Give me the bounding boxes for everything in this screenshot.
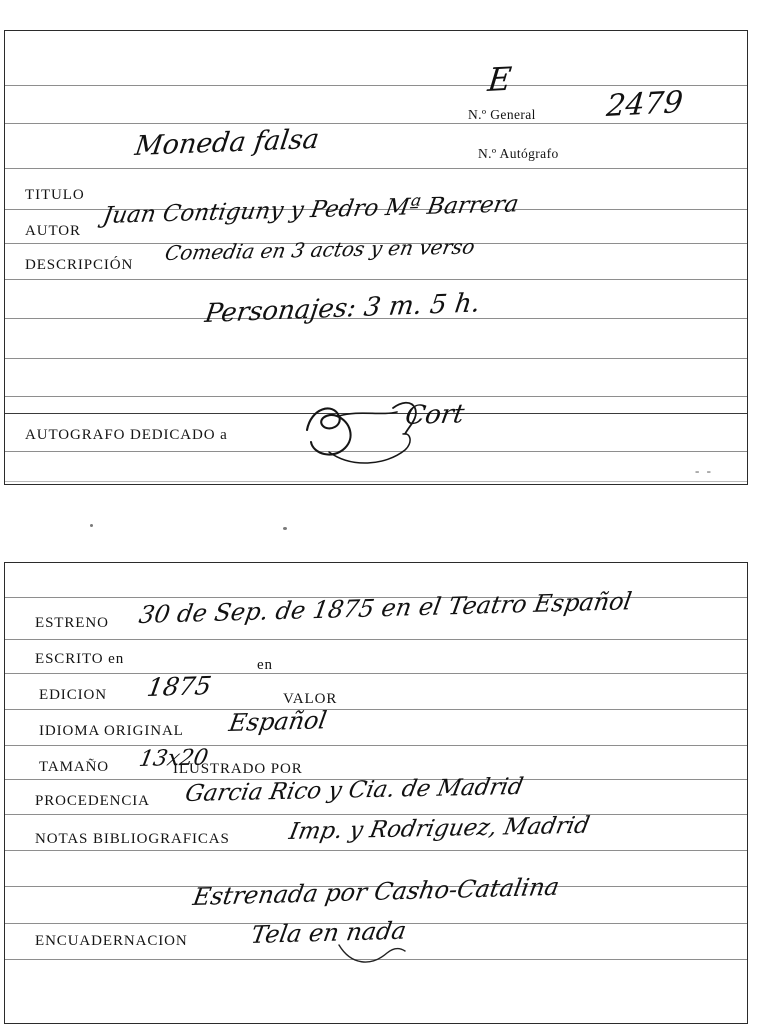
handwritten-encuadernacion-value: Tela en nada [249,916,409,949]
label-no-autografo: N.º Autógrafo [478,146,559,161]
label-idioma-original: IDIOMA ORIGINAL [39,723,184,739]
handwritten-edicion-value: 1875 [145,671,214,702]
handwritten-estreno-value: 30 de Sep. de 1875 en el Teatro Español [137,587,634,629]
handwritten-titulo-value: Moneda falsa [133,123,322,162]
rule-line [5,168,747,169]
bottom-dash-marks: - - [695,463,713,478]
catalog-card-top [4,30,748,485]
label-encuadernacion: ENCUADERNACION [35,933,188,949]
catalog-card-bottom [4,562,748,1024]
label-estreno: ESTRENO [35,615,109,631]
pen-flourish-icon [335,941,415,971]
rule-line [5,850,747,851]
label-autografo-dedicado: AUTOGRAFO DEDICADO a [25,427,228,443]
label-titulo: TITULO [25,187,85,203]
label-notas-bibliograficas: NOTAS BIBLIOGRAFICAS [35,831,230,847]
handwritten-letter-mark: E [486,59,514,99]
label-edicion: EDICION [39,687,107,703]
handwritten-no-general-value: 2479 [605,84,685,124]
signature-flourish-icon [293,386,463,471]
label-procedencia: PROCEDENCIA [35,793,150,809]
rule-line [5,814,747,815]
label-autor: AUTOR [25,223,81,239]
rule-line [5,673,747,674]
rule-line [5,123,747,124]
rule-line [5,85,747,86]
label-no-general: N.º General [468,107,536,122]
handwritten-tamano-value: 13x20 [137,745,211,772]
label-descripcion: DESCRIPCIÓN [25,257,134,273]
speck [90,524,93,527]
speck [283,527,287,530]
rule-line [5,639,747,640]
handwritten-estrenada-por: Estrenada por Casho-Catalina [191,872,562,911]
rule-line [5,358,747,359]
rule-line [5,709,747,710]
handwritten-autor-value: Juan Contiguny y Pedro Mª Barrera [101,191,521,229]
label-escrito-en: en [257,657,273,673]
label-escrito: ESCRITO en [35,651,125,667]
label-ilustrado-por: ILUSTRADO POR [173,761,303,777]
rule-line [5,481,747,482]
handwritten-personajes: Personajes: 3 m. 5 h. [203,288,482,329]
handwritten-descripcion-value: Comedia en 3 actos y en verso [163,234,477,265]
rule-line [5,745,747,746]
rule-line [5,279,747,280]
handwritten-procedencia-value: Garcia Rico y Cia. de Madrid [183,773,526,807]
handwritten-idioma-value: Español [227,706,329,737]
handwritten-dedicatoria-value: Cort [403,399,467,431]
label-tamano: TAMAÑO [39,759,110,775]
label-valor: VALOR [283,691,338,707]
handwritten-notas-value: Imp. y Rodriguez, Madrid [287,812,592,845]
